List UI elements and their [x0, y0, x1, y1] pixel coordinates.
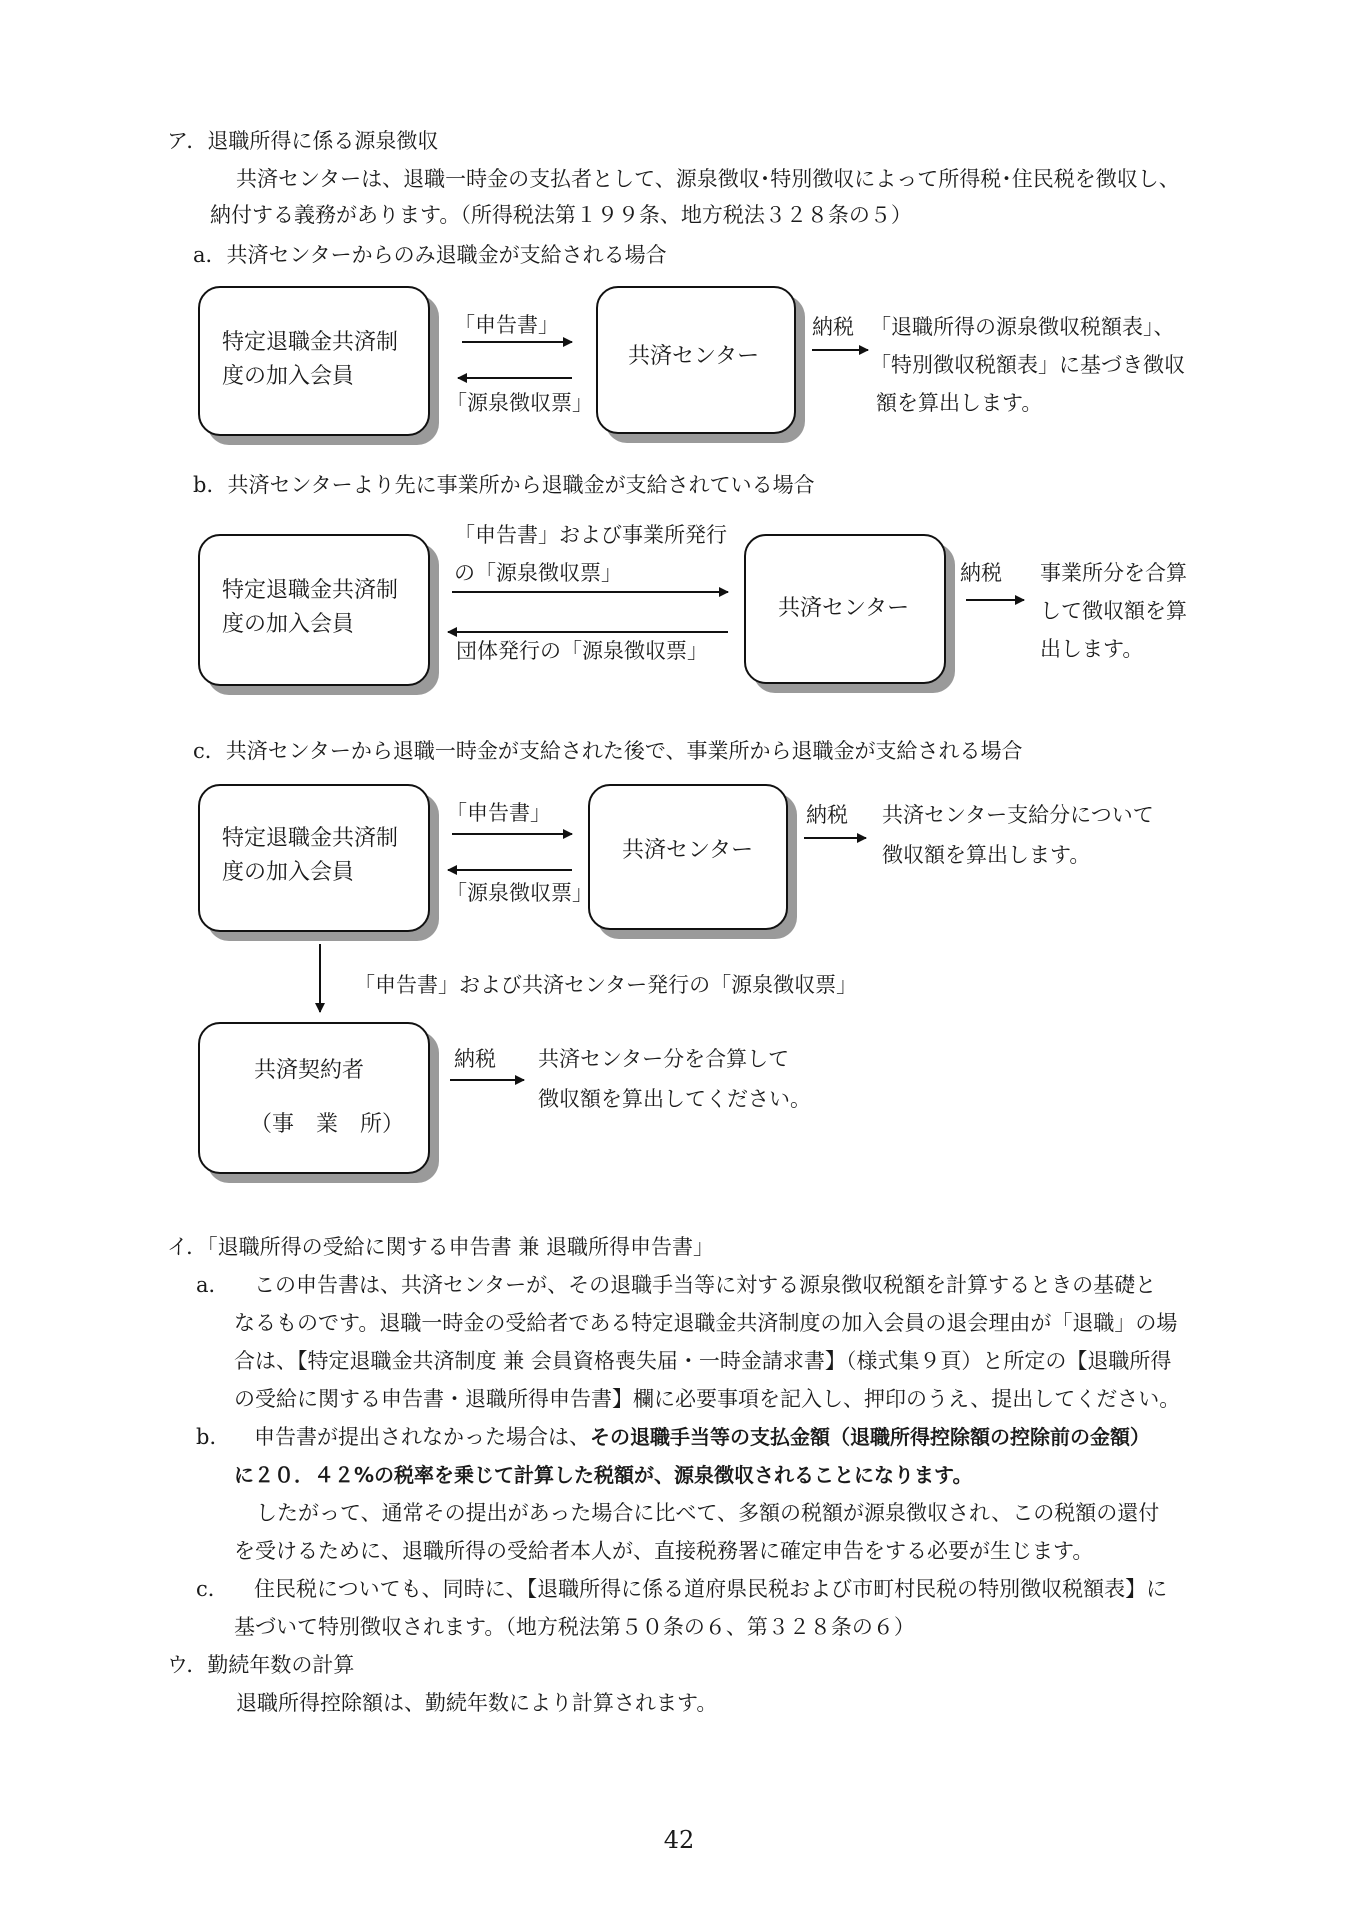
case-c-tax-label: 納税 [806, 803, 848, 827]
page-number: 42 [663, 1826, 695, 1854]
case-a-result-line3: 額を算出します。 [876, 391, 1043, 415]
case-a-title: a．共済センターからのみ退職金が支給される場合 [193, 243, 667, 267]
section-i-b-line3: したがって、通常その提出があった場合に比べて、多額の税額が源泉徴収され、この税額の還付 [256, 1501, 1160, 1525]
case-c-arrow-right-label: 「申告書」 [446, 801, 551, 825]
case-c-result-line2: 徴収額を算出します。 [882, 843, 1091, 867]
case-c-title: c．共済センターから退職一時金が支給された後で、事業所から退職金が支給される場合 [193, 739, 1023, 763]
case-a-tax-label: 納税 [812, 315, 854, 339]
case-a-center-label: 共済センター [628, 344, 760, 369]
case-b-member-line2: 度の加入会員 [222, 612, 355, 637]
case-b-arrow-left-label: 団体発行の「源泉徴収票」 [456, 639, 708, 663]
case-b-arrow-right-label-line1: 「申告書」および事業所発行 [454, 523, 727, 547]
section-i-b-line1 [254, 1424, 1150, 1450]
case-c-down-label: 「申告書」および共済センター発行の「源泉徴収票」 [354, 973, 858, 997]
case-b-arrow-right-label-line2: の「源泉徴収票」 [454, 561, 622, 585]
section-i-b-line4: を受けるために、退職所得の受給者本人が、直接税務署に確定申告をする必要が生じます。 [234, 1539, 1094, 1563]
case-b-center-label: 共済センター [778, 596, 910, 621]
case-c-contractor-line2: （事 業 所） [250, 1112, 405, 1137]
section-i-a-marker: a． [196, 1273, 230, 1297]
case-c-member-line1: 特定退職金共済制 [222, 826, 399, 851]
case-b-member-line1: 特定退職金共済制 [222, 578, 399, 603]
case-b-tax-label: 納税 [960, 561, 1002, 585]
section-a-heading: ア．退職所得に係る源泉徴収 [167, 129, 439, 153]
case-c-result2-line1: 共済センター分を合算して [538, 1047, 790, 1071]
case-c-result-line1: 共済センター支給分について [882, 803, 1154, 827]
case-a-arrow-right-label: 「申告書」 [454, 313, 559, 337]
case-b-result-line1: 事業所分を合算 [1040, 561, 1187, 585]
section-i-c-marker: c． [196, 1577, 229, 1601]
section-i-heading: イ．「退職所得の受給に関する申告書 兼 退職所得申告書」 [167, 1235, 714, 1259]
case-c-member-line2: 度の加入会員 [222, 860, 355, 885]
case-b-result-line3: 出します。 [1040, 637, 1144, 661]
case-c-result2-line2: 徴収額を算出してください。 [538, 1087, 811, 1111]
section-i-a-line3: 合は、【特定退職金共済制度 兼 会員資格喪失届・一時金請求書】（様式集９頁）と所定の【退職所得 [234, 1349, 1172, 1373]
section-i-a-line2: なるものです。退職一時金の受給者である特定退職金共済制度の加入会員の退会理由が「退職」の場 [234, 1311, 1178, 1335]
case-a-result-line1: 「退職所得の源泉徴収税額表」、 [870, 315, 1175, 339]
section-i-c-line2: 基づいて特別徴収されます。（地方税法第５０条の６、第３２８条の６） [234, 1615, 915, 1639]
section-i-b-marker: b． [196, 1425, 231, 1449]
section-i-a-line4: の受給に関する申告書・退職所得申告書】欄に必要事項を記入し、押印のうえ、提出してください。 [234, 1387, 1181, 1411]
case-b-result-line2: して徴収額を算 [1040, 599, 1187, 623]
case-a-result-line2: 「特別徴収税額表」に基づき徴収 [870, 353, 1185, 377]
case-c-tax-label2: 納税 [454, 1047, 496, 1071]
section-a-para-line2: 納付する義務があります。（所得税法第１９９条、地方税法３２８条の５） [210, 203, 912, 227]
section-i-b-line1-bold: その退職手当等の支払金額（退職所得控除額の控除前の金額） [590, 1425, 1150, 1449]
case-c-center-label: 共済センター [622, 838, 754, 863]
case-b-title: b．共済センターより先に事業所から退職金が支給されている場合 [193, 473, 815, 497]
section-i-c-line1: 住民税についても、同時に、【退職所得に係る道府県民税および市町村民税の特別徴収税額表】に [254, 1577, 1168, 1601]
section-i-b-line1-normal: 申告書が提出されなかった場合は、 [254, 1425, 590, 1449]
section-u-text: 退職所得控除額は、勤続年数により計算されます。 [236, 1691, 718, 1715]
case-a-member-line1: 特定退職金共済制 [222, 330, 399, 355]
section-i-b-line2-bold: に２０．４２%の税率を乗じて計算した税額が、源泉徴収されることになります。 [234, 1463, 973, 1487]
case-c-contractor-line1: 共済契約者 [254, 1058, 365, 1083]
section-i-a-line1: この申告書は、共済センターが、その退職手当等に対する源泉徴収税額を計算するときの基礎と [254, 1273, 1157, 1297]
case-c-arrow-left-label: 「源泉徴収票」 [446, 881, 593, 905]
section-a-para-line1: 共済センターは、退職一時金の支払者として、源泉徴収･特別徴収によって所得税･住民税を徴収し、 [236, 167, 1180, 191]
section-u-heading: ウ．勤続年数の計算 [167, 1653, 355, 1677]
case-a-member-line2: 度の加入会員 [222, 364, 355, 389]
case-a-arrow-left-label: 「源泉徴収票」 [446, 391, 593, 415]
